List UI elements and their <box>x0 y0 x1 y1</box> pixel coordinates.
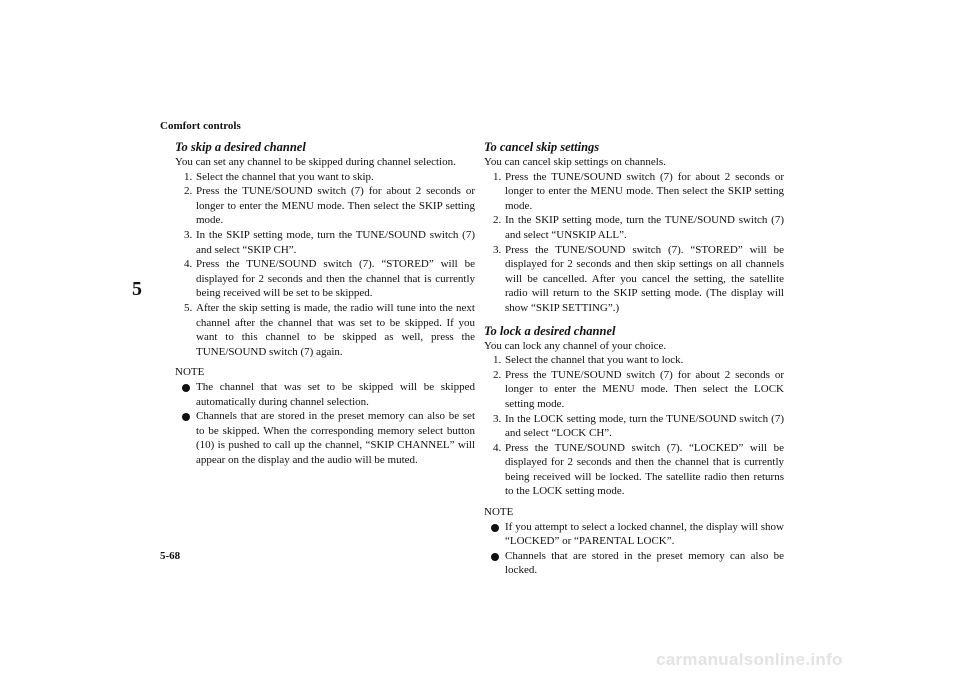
step-number: 4. <box>184 258 193 271</box>
skip-step <box>175 170 475 185</box>
lock-note-label: NOTE <box>484 506 514 519</box>
step-text: In the LOCK setting mode, turn the TUNE/SOUND switch (7) and select “LOCK CH”. <box>505 412 784 440</box>
step-number: 3. <box>493 243 502 256</box>
cancel-step <box>484 243 784 316</box>
section-header: Comfort controls <box>160 120 241 132</box>
step-number: 3. <box>493 412 502 425</box>
page-number: 5-68 <box>160 550 181 562</box>
skip-step <box>175 257 475 301</box>
lock-step <box>484 412 784 441</box>
step-text: Select the channel that you want to lock. <box>505 354 684 367</box>
skip-step <box>175 301 475 359</box>
bullet-icon <box>491 553 499 561</box>
step-number: 2. <box>493 368 502 381</box>
note-item <box>175 409 475 467</box>
step-text: Press the TUNE/SOUND switch (7). “LOCKED” will be displayed for 2 seconds and then the channel that is currently being received will be locked. The satellite radio then returns to the LOCK setting mode. <box>505 441 784 498</box>
step-text: Press the TUNE/SOUND switch (7) for about 2 seconds or longer to enter the MENU mode. Then select the LOCK setting mode. <box>505 368 784 410</box>
step-number: 5. <box>184 301 193 314</box>
right-column <box>484 140 784 578</box>
lock-title: To lock a desired channel <box>484 323 616 338</box>
step-number: 2. <box>184 185 193 198</box>
note-text: If you attempt to select a locked channel, the display will show “LOCKED” or “PARENTAL LOCK”. <box>505 520 784 548</box>
step-text: Press the TUNE/SOUND switch (7) for about 2 seconds or longer to enter the MENU mode. Then select the SKIP setting mode. <box>196 185 475 227</box>
step-number: 1. <box>493 354 502 367</box>
cancel-title: To cancel skip settings <box>484 140 600 154</box>
step-number: 4. <box>493 441 502 454</box>
lock-step <box>484 368 784 412</box>
cancel-intro: You can cancel skip settings on channels. <box>484 156 666 168</box>
section-gap <box>484 316 784 324</box>
step-text: Select the channel that you want to skip. <box>196 170 374 183</box>
bullet-icon <box>182 413 190 421</box>
lock-step <box>484 441 784 499</box>
lock-steps <box>484 353 784 499</box>
cancel-step <box>484 213 784 242</box>
note-text: Channels that are stored in the preset memory can also be set to be skipped. When the corresponding memory select button (10) is pushed to call up the channel, “SKIP CHANNEL” will appear on the display and the audio will be muted. <box>196 410 475 466</box>
lock-intro: You can lock any channel of your choice. <box>484 339 667 352</box>
step-number: 1. <box>493 170 502 183</box>
skip-step <box>175 184 475 228</box>
skip-notes <box>175 380 475 468</box>
step-number: 1. <box>184 170 193 183</box>
note-item <box>175 380 475 409</box>
note-item <box>484 520 784 549</box>
step-text: In the SKIP setting mode, turn the TUNE/SOUND switch (7) and select “UNSKIP ALL”. <box>505 214 784 241</box>
step-number: 2. <box>493 214 502 227</box>
skip-note-label: NOTE <box>175 366 205 379</box>
step-text: Press the TUNE/SOUND switch (7) for about 2 seconds or longer to enter the MENU mode. Then select the SKIP setting mode. <box>505 170 784 212</box>
skip-step <box>175 228 475 257</box>
chapter-tab: 5 <box>132 278 142 300</box>
bullet-icon <box>491 524 499 532</box>
watermark-text: carmanualsonline.info <box>656 650 843 669</box>
step-text: Press the TUNE/SOUND switch (7). “STORED” will be displayed for 2 seconds and then skip settings on all channels will be cancelled. After you cancel the setting, the satellite radio will return to the SKIP setting mode. (The display will show “SKIP SETTING”.) <box>505 243 784 314</box>
step-text: Press the TUNE/SOUND switch (7). “STORED” will be displayed for 2 seconds and then the channel that is currently being received will be set to be skipped. <box>196 258 475 300</box>
cancel-steps <box>484 170 784 316</box>
skip-title: To skip a desired channel <box>175 140 306 154</box>
step-text: After the skip setting is made, the radio will tune into the next channel after the channel that was set to be skipped. If you want to this channel to be skipped as well, press the TUNE/SOUND switch (7) again. <box>196 301 475 358</box>
lock-step <box>484 353 784 368</box>
step-text: In the SKIP setting mode, turn the TUNE/SOUND switch (7) and select “SKIP CH”. <box>196 228 475 256</box>
step-number: 3. <box>184 228 193 241</box>
skip-steps <box>175 170 475 360</box>
cancel-step <box>484 170 784 214</box>
note-text: Channels that are stored in the preset memory can also be locked. <box>505 549 784 577</box>
skip-intro: You can set any channel to be skipped during channel selection. <box>175 156 456 168</box>
bullet-icon <box>182 384 190 392</box>
note-item <box>484 549 784 578</box>
lock-notes <box>484 520 784 578</box>
note-text: The channel that was set to be skipped will be skipped automatically during channel selection. <box>196 380 475 408</box>
left-column <box>175 140 475 467</box>
